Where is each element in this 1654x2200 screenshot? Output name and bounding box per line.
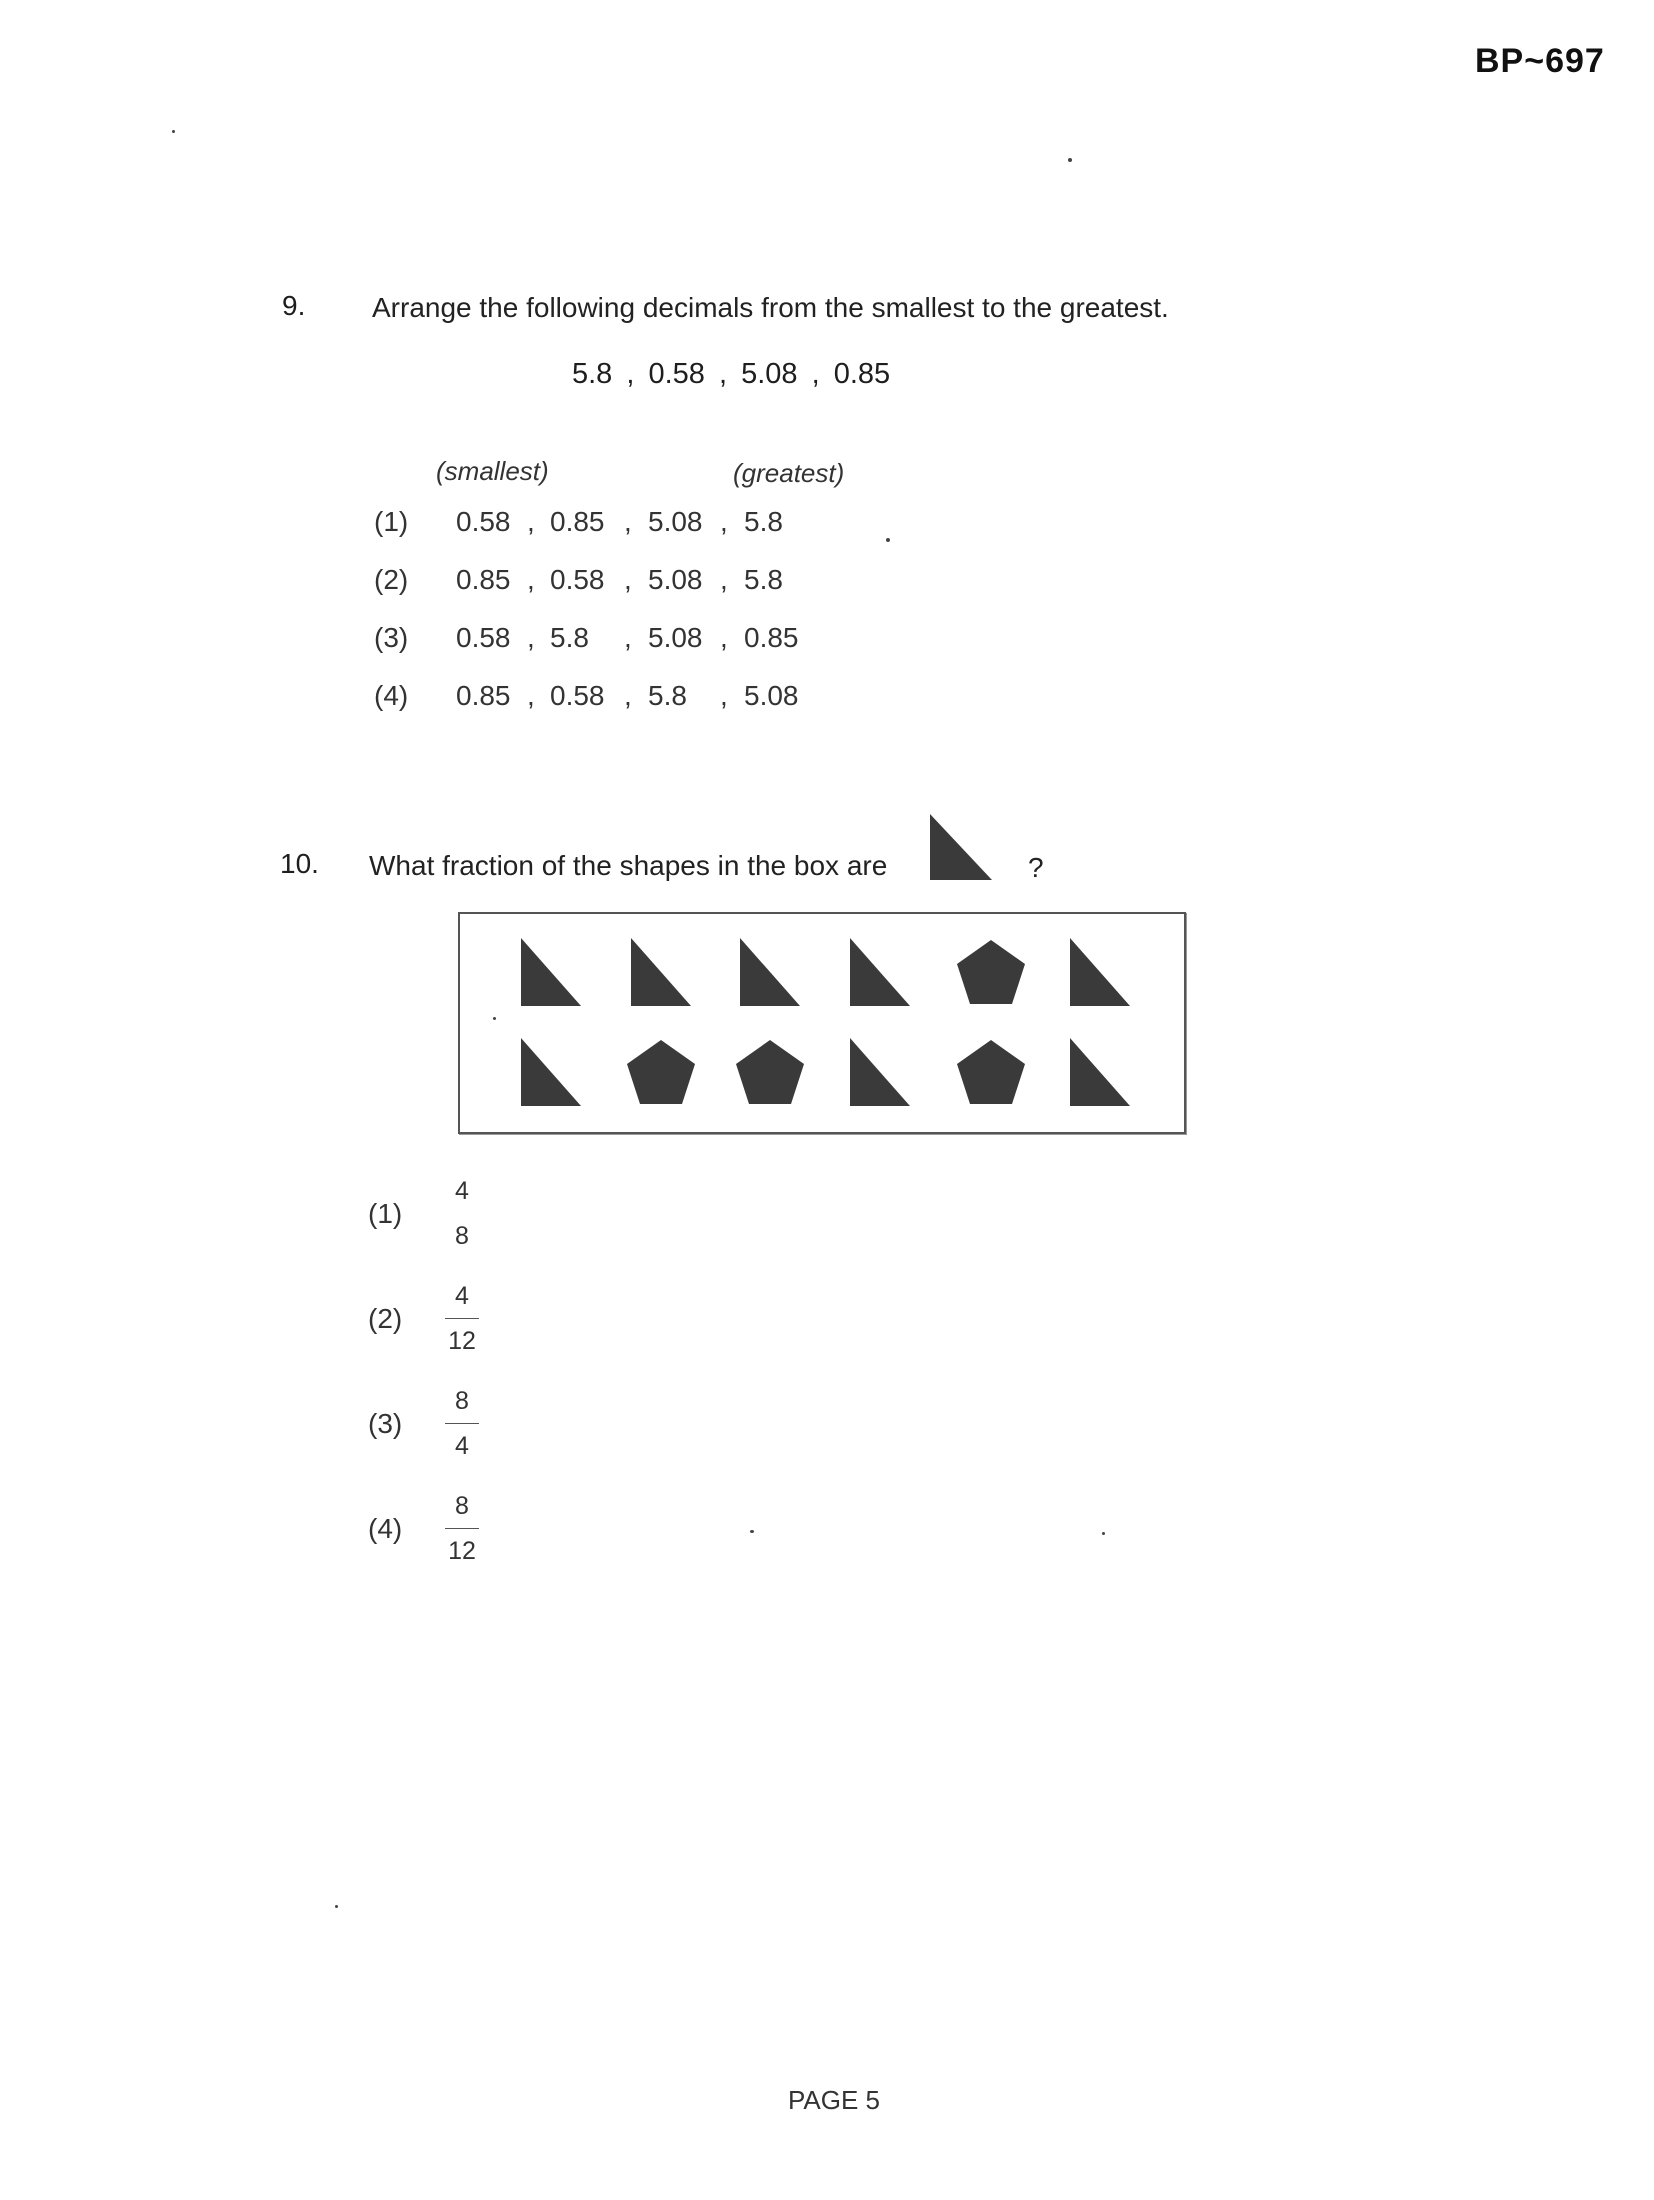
fraction-numerator: 8 [455, 1492, 469, 1520]
option-value: 5.8 [744, 564, 783, 595]
option-value: 0.85 [744, 622, 799, 653]
option-number: (2) [374, 564, 409, 595]
option-number: (3) [374, 622, 409, 653]
fraction [437, 1491, 487, 1566]
triangle-icon [515, 1036, 587, 1108]
separator: , [720, 680, 728, 711]
fraction-denominator: 12 [448, 1537, 476, 1565]
scan-speck [1068, 158, 1072, 162]
pentagon-icon [734, 1036, 806, 1108]
question-10-number: 10. [280, 848, 319, 879]
triangle-icon [625, 936, 697, 1008]
pentagon-icon [955, 936, 1027, 1008]
option-value: 5.08 [648, 564, 703, 595]
option-value: 0.85 [456, 564, 511, 595]
option-number: (1) [368, 1198, 403, 1229]
separator: , [527, 622, 535, 653]
fraction [437, 1281, 487, 1356]
option-value: 5.08 [744, 680, 799, 711]
triangle-icon [515, 936, 587, 1008]
fraction-denominator: 8 [455, 1222, 469, 1250]
separator: , [527, 564, 535, 595]
triangle-icon [1064, 936, 1136, 1008]
page-number: PAGE 5 [788, 2085, 881, 2115]
fraction-denominator: 4 [455, 1432, 469, 1460]
separator: , [720, 506, 728, 537]
question-10-text: What fraction of the shapes in the box are [369, 850, 888, 881]
question-9-text: Arrange the following decimals from the smallest to the greatest. [372, 292, 1169, 323]
option-value: 5.8 [550, 622, 589, 653]
fraction-bar [445, 1528, 479, 1529]
option-value: 0.85 [456, 680, 511, 711]
fraction-bar [445, 1318, 479, 1319]
option-value: 5.08 [648, 622, 703, 653]
triangle-icon [734, 936, 806, 1008]
option-number: (3) [368, 1408, 403, 1439]
option-number: (4) [368, 1513, 403, 1544]
question-10-question-mark: ? [1028, 852, 1044, 883]
scan-speck [750, 1530, 754, 1533]
option-value: 0.58 [550, 564, 605, 595]
option-value: 0.58 [550, 680, 605, 711]
triangle-icon [844, 1036, 916, 1108]
triangle-icon [1064, 1036, 1136, 1108]
question-9-given-decimals: 5.8 , 0.58 , 5.08 , 0.85 [572, 358, 891, 390]
option-value: 0.85 [550, 506, 605, 537]
option-value: 5.08 [648, 506, 703, 537]
separator: , [720, 564, 728, 595]
pentagon-icon [625, 1036, 697, 1108]
option-number: (2) [368, 1303, 403, 1334]
fraction-numerator: 4 [455, 1177, 469, 1205]
option-number: (1) [374, 506, 409, 537]
separator: , [527, 680, 535, 711]
scan-speck [1102, 1532, 1105, 1535]
option-value: 5.8 [648, 680, 687, 711]
fraction-denominator: 12 [448, 1327, 476, 1355]
triangle-icon [844, 936, 916, 1008]
option-value: 0.58 [456, 506, 511, 537]
label-smallest: (smallest) [436, 456, 549, 486]
label-greatest: (greatest) [733, 458, 845, 488]
fraction [437, 1176, 487, 1251]
separator: , [624, 506, 632, 537]
scan-speck [172, 130, 175, 133]
fraction-numerator: 8 [455, 1387, 469, 1415]
triangle-icon [928, 812, 994, 882]
option-number: (4) [374, 680, 409, 711]
fraction-bar [445, 1423, 479, 1424]
separator: , [624, 564, 632, 595]
question-9-number: 9. [282, 290, 306, 321]
fraction-numerator: 4 [455, 1282, 469, 1310]
separator: , [624, 680, 632, 711]
option-value: 5.8 [744, 506, 783, 537]
separator: , [720, 622, 728, 653]
separator: , [624, 622, 632, 653]
document-code: BP~697 [1475, 42, 1605, 80]
shapes-box [458, 912, 1186, 1134]
option-value: 0.58 [456, 622, 511, 653]
fraction-bar [445, 1213, 479, 1214]
pentagon-icon [955, 1036, 1027, 1108]
fraction [437, 1386, 487, 1461]
scan-speck [886, 538, 890, 542]
separator: , [527, 506, 535, 537]
scan-speck [335, 1905, 338, 1908]
